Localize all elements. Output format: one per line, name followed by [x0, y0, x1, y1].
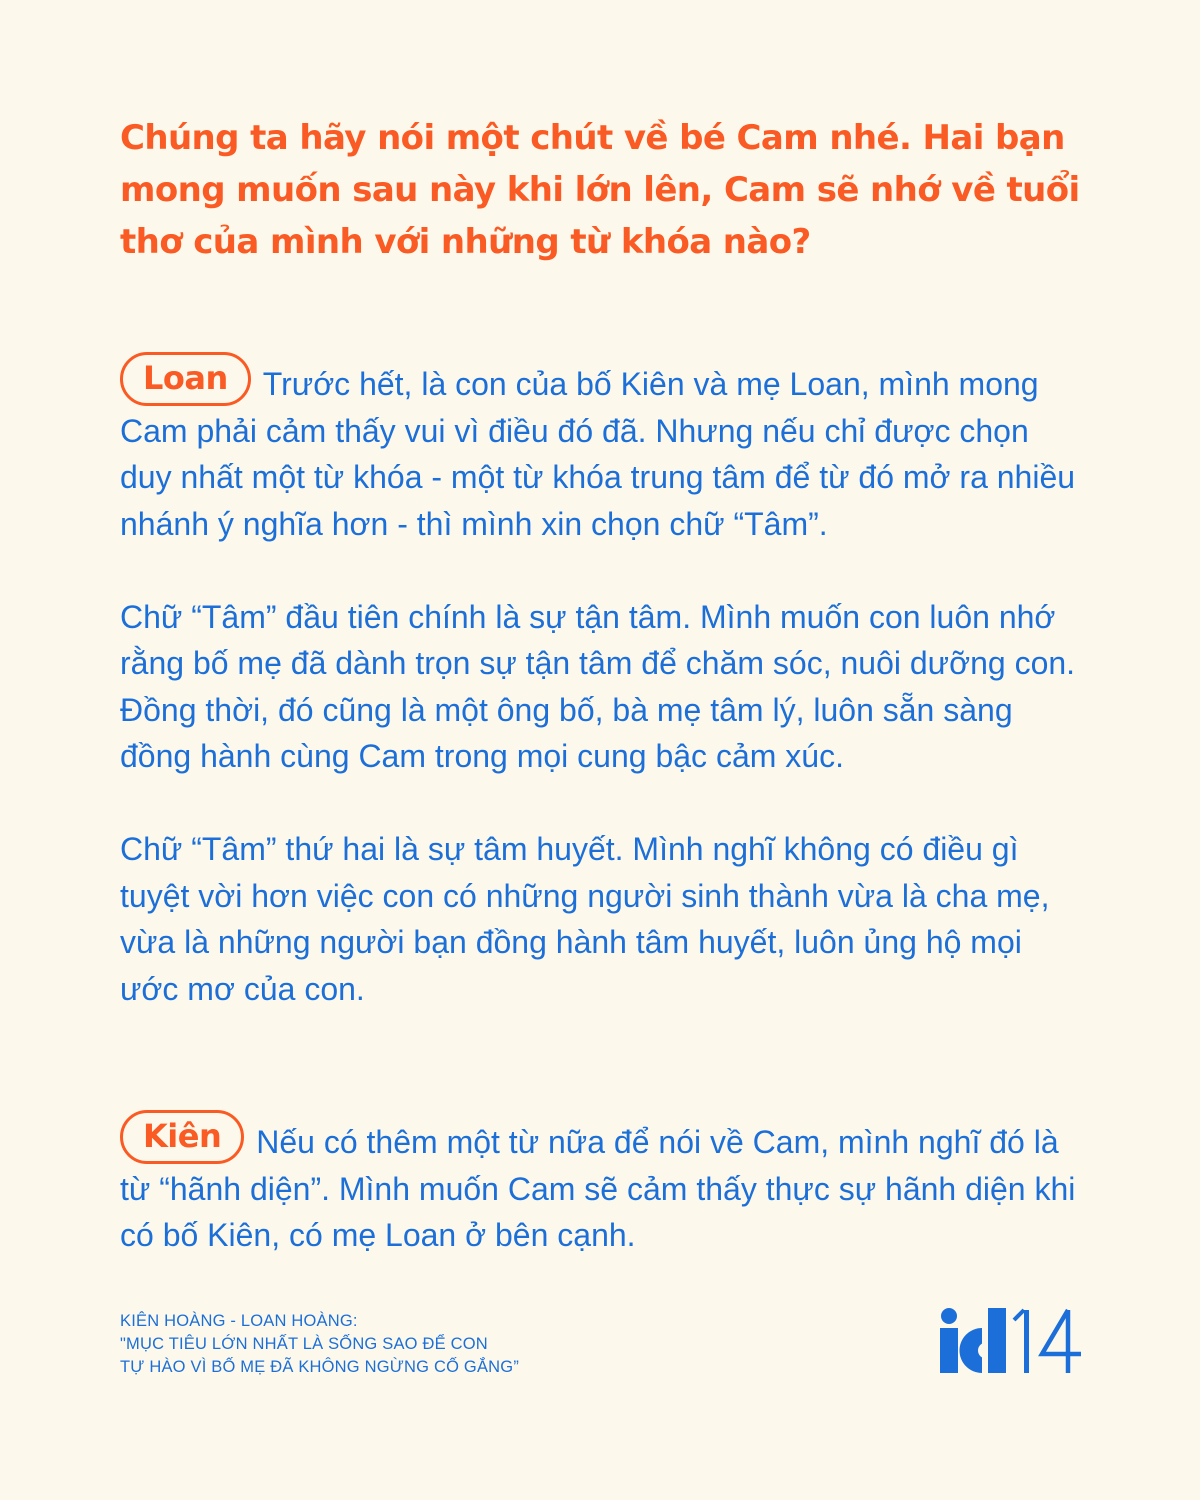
id14-logo-icon: [938, 1308, 1083, 1376]
answer-kien: [120, 1110, 1085, 1259]
answer-loan: [120, 352, 1085, 1012]
answer-text: Nếu có thêm một từ nữa để nói về Cam, mình nghĩ đó là từ “hãnh diện”. Mình muốn Cam sẽ cảm thấy thực sự hãnh diện khi có bố Kiên, có mẹ Loan ở bên cạnh.: [120, 1124, 1076, 1253]
question-heading: Chúng ta hãy nói một chút về bé Cam nhé. Hai bạn mong muốn sau này khi lớn lên, Cam sẽ nhớ về tuổi thơ của mình với những từ khóa nào?: [120, 118, 1080, 262]
speaker-badge-loan: Loan: [120, 352, 251, 406]
caption-line: TỰ HÀO VÌ BỐ MẸ ĐÃ KHÔNG NGỪNG CỐ GẮNG”: [120, 1358, 520, 1376]
speaker-badge-kien: Kiên: [120, 1110, 244, 1164]
answer-paragraph: Chữ “Tâm” thứ hai là sự tâm huyết. Mình nghĩ không có điều gì tuyệt vời hơn việc con có những người sinh thành vừa là cha mẹ, vừa là những người bạn đồng hành tâm huyết, luôn ủng hộ mọi ước mơ của con.: [120, 831, 1050, 1007]
brand-logo: [938, 1308, 1083, 1381]
article-caption: [120, 1310, 519, 1379]
answer-text: Trước hết, là con của bố Kiên và mẹ Loan, mình mong Cam phải cảm thấy vui vì điều đó đã. Nhưng nếu chỉ được chọn duy nhất một từ khóa - một từ khóa trung tâm để từ đó mở ra nhiều nhánh ý nghĩa hơn - thì mình xin chọn chữ “Tâm”.: [120, 366, 1076, 542]
answer-paragraph: [120, 1110, 1085, 1259]
answer-paragraph: [120, 352, 1085, 547]
answer-paragraph: Chữ “Tâm” đầu tiên chính là sự tận tâm. Mình muốn con luôn nhớ rằng bố mẹ đã dành trọn sự tận tâm để chăm sóc, nuôi dưỡng con. Đồng thời, đó cũng là một ông bố, bà mẹ tâm lý, luôn sẵn sàng đồng hành cùng Cam trong mọi cung bậc cảm xúc.: [120, 598, 1076, 774]
caption-line: "MỤC TIÊU LỚN NHẤT LÀ SỐNG SAO ĐỂ CON: [120, 1335, 488, 1353]
caption-line: KIÊN HOÀNG - LOAN HOÀNG:: [120, 1312, 358, 1330]
